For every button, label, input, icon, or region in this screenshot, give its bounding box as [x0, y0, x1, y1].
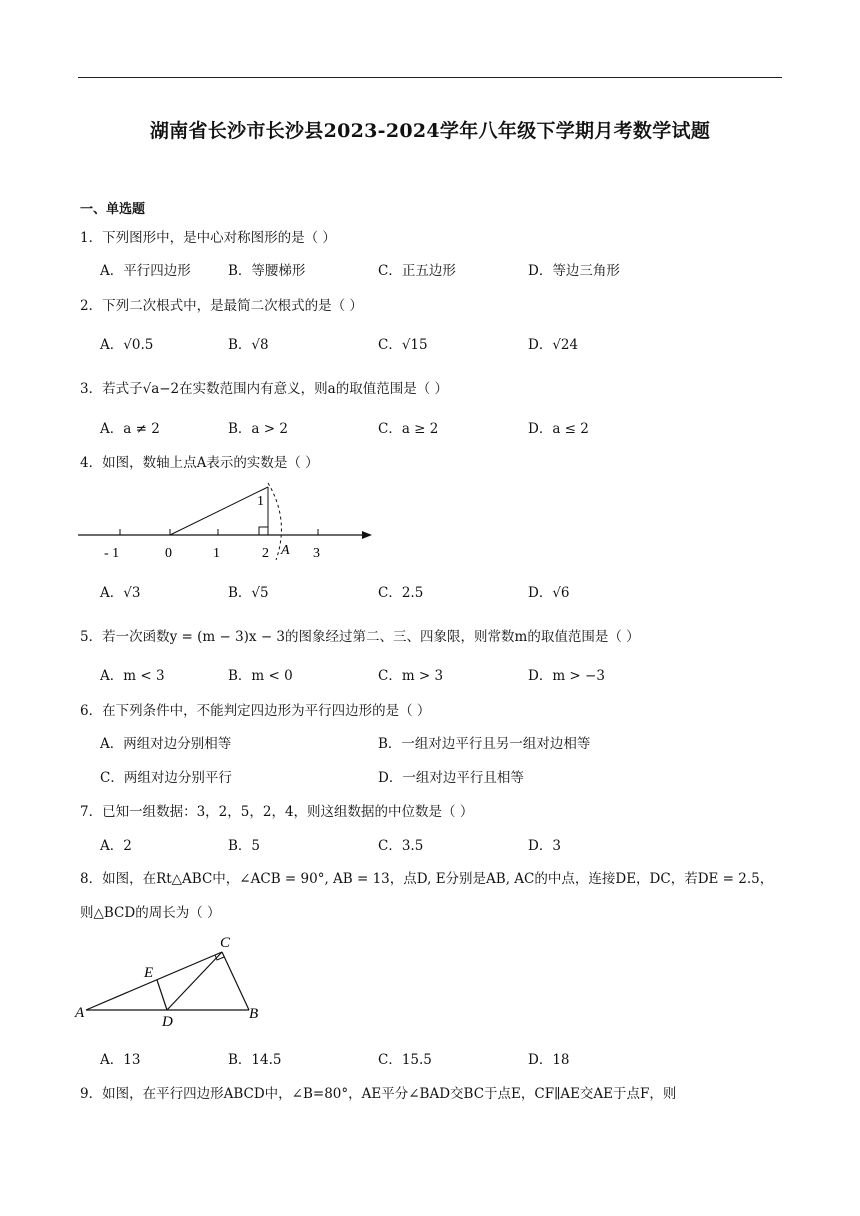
- q2-option-d: D．√24: [528, 337, 579, 353]
- q1-option-c: C．正五边形: [378, 263, 456, 279]
- q7-option-a: A．2: [100, 838, 132, 854]
- tick-label: 0: [165, 546, 172, 561]
- segment-ed: [157, 980, 167, 1010]
- q8-option-a: A．13: [100, 1052, 141, 1068]
- section-heading: 一、单选题: [80, 202, 146, 217]
- q2-option-b: B．√8: [228, 337, 269, 353]
- vertex-c-label: C: [220, 935, 231, 951]
- segment-dc: [167, 952, 222, 1010]
- tick-label: - 1: [104, 546, 120, 561]
- question-2-stem: 2．下列二次根式中，是最简二次根式的是（ ）: [80, 298, 363, 314]
- q7-option-d: D．3: [528, 838, 561, 854]
- vertex-b-label: B: [249, 1006, 259, 1022]
- q1-option-d: D．等边三角形: [528, 263, 620, 279]
- q1-option-a: A．平行四边形: [100, 263, 191, 279]
- tick-label: 1: [213, 546, 220, 561]
- q4-option-c: C．2.5: [378, 585, 424, 601]
- q2-option-c: C．√15: [378, 337, 428, 353]
- vertex-e-label: E: [144, 965, 154, 981]
- q2-option-a: A．√0.5: [100, 337, 154, 353]
- height-label: 1: [257, 494, 264, 509]
- question-1-stem: 1．下列图形中，是中心对称图形的是（ ）: [80, 230, 336, 246]
- point-a-label: A: [281, 543, 290, 558]
- q5-option-c: C．m > 3: [378, 668, 444, 684]
- question-5-stem: 5．若一次函数y = (m − 3)x − 3的图象经过第二、三、四象限，则常数m的取值范围是（ ）: [80, 629, 640, 645]
- q3-option-b: B．a > 2: [228, 421, 288, 437]
- question-8-stem-continued: 则△BCD的周长为（ ）: [80, 905, 221, 921]
- q5-option-b: B．m < 0: [228, 668, 293, 684]
- q4-option-a: A．√3: [100, 585, 141, 601]
- question-8-stem: 8．如图，在Rt△ABC中，∠ACB = 90°, AB = 13，点D, E分别是AB, AC的中点，连接DE，DC，若DE = 2.5，: [80, 871, 774, 887]
- q6-option-a: A．两组对边分别相等: [100, 736, 232, 752]
- q5-option-a: A．m < 3: [100, 668, 165, 684]
- tick-label: 2: [262, 546, 269, 561]
- question-3-stem: 3．若式子√a−2在实数范围内有意义，则a的取值范围是（ ）: [80, 381, 448, 397]
- q4-option-d: D．√6: [528, 585, 570, 601]
- question-4-stem: 4．如图，数轴上点A表示的实数是（ ）: [80, 455, 319, 471]
- q6-option-c: C．两组对边分别平行: [100, 770, 232, 786]
- vertex-a-label: A: [75, 1005, 85, 1021]
- q7-option-b: B．5: [228, 838, 261, 854]
- q7-option-c: C．3.5: [378, 838, 424, 854]
- q8-option-c: C．15.5: [378, 1052, 432, 1068]
- q6-option-b: B．一组对边平行且另一组对边相等: [378, 736, 591, 752]
- segment-cb: [222, 952, 249, 1010]
- right-angle-mark: [215, 955, 224, 960]
- vertex-d-label: D: [162, 1014, 173, 1030]
- q4-option-b: B．√5: [228, 585, 269, 601]
- question-9-stem: 9．如图，在平行四边形ABCD中，∠B=80°，AE平分∠BAD交BC于点E，CF∥AE交AE于点F，则: [80, 1086, 677, 1102]
- q3-option-a: A．a ≠ 2: [100, 421, 160, 437]
- q3-option-d: D．a ≤ 2: [528, 421, 589, 437]
- q3-option-c: C．a ≥ 2: [378, 421, 439, 437]
- q8-option-b: B．14.5: [228, 1052, 282, 1068]
- q6-option-d: D．一组对边平行且相等: [378, 770, 524, 786]
- q8-option-d: D．18: [528, 1052, 570, 1068]
- q5-option-d: D．m > −3: [528, 668, 605, 684]
- question-7-stem: 7．已知一组数据：3，2，5，2，4，则这组数据的中位数是（ ）: [80, 804, 474, 820]
- question-6-stem: 6．在下列条件中，不能判定四边形为平行四边形的是（ ）: [80, 703, 431, 719]
- tick-label: 3: [313, 546, 320, 561]
- q1-option-b: B．等腰梯形: [228, 263, 306, 279]
- segment-ac: [86, 952, 222, 1010]
- page-title: 湖南省长沙市长沙县2023-2024学年八年级下学期月考数学试题: [149, 120, 711, 142]
